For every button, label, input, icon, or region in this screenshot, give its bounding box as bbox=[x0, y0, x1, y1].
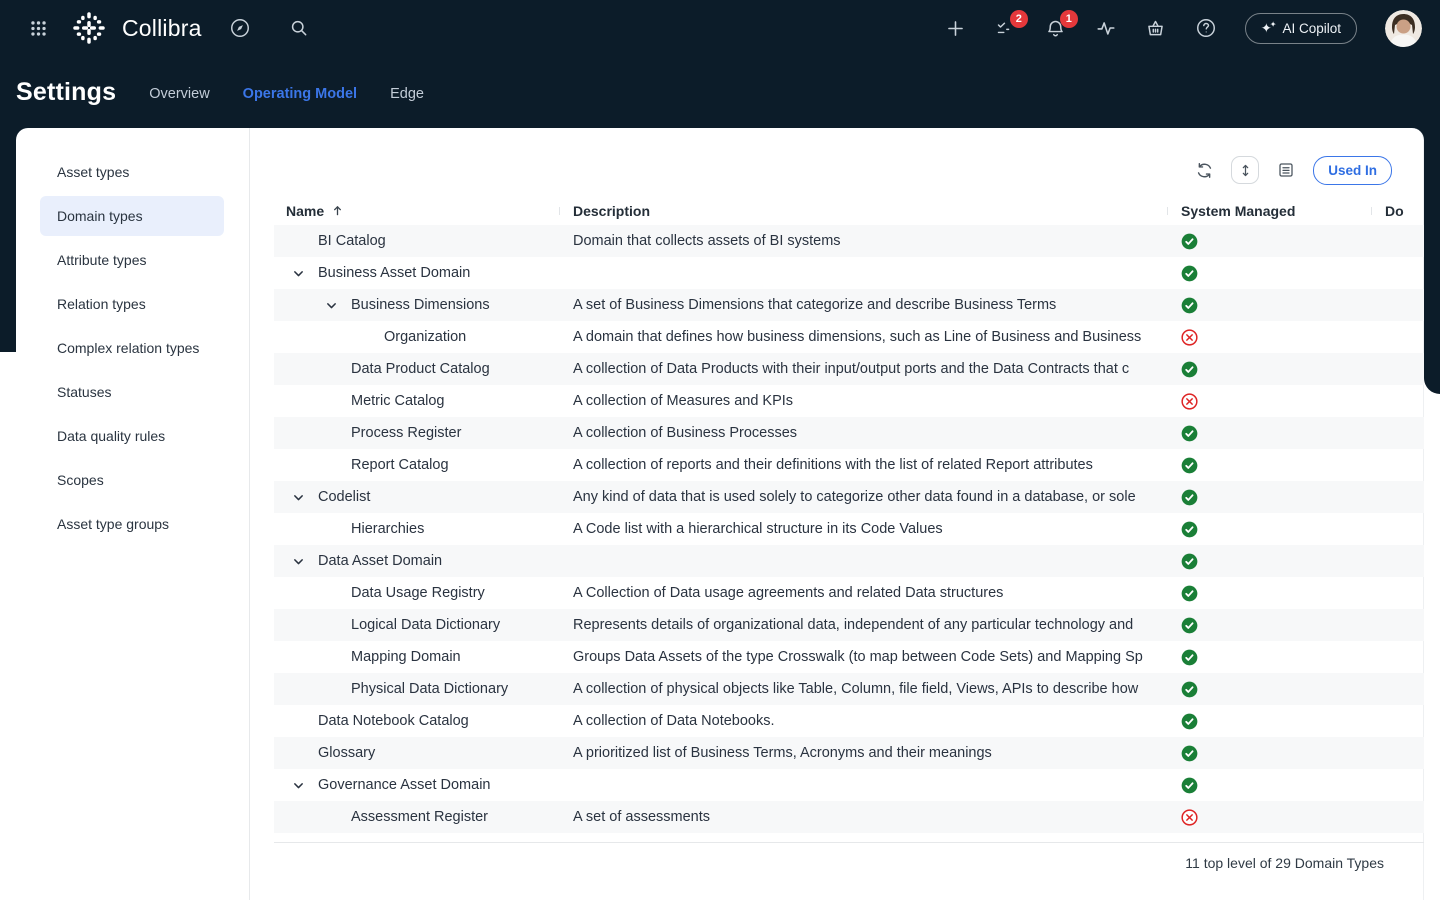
system-managed-check-icon bbox=[1167, 777, 1371, 794]
help-icon[interactable] bbox=[1195, 17, 1217, 39]
table-row[interactable] bbox=[274, 481, 1424, 513]
table-row[interactable] bbox=[274, 353, 1424, 385]
system-managed-check-icon bbox=[1167, 361, 1371, 378]
sidebar-item-scopes[interactable]: Scopes bbox=[57, 472, 104, 488]
create-plus-icon[interactable] bbox=[945, 17, 967, 39]
system-managed-check-icon bbox=[1167, 585, 1371, 602]
sparkles-icon: ✦✦ bbox=[1260, 19, 1275, 36]
brand-wordmark: Collibra bbox=[122, 14, 202, 41]
domain-type-name: Physical Data Dictionary bbox=[351, 681, 509, 697]
user-avatar[interactable] bbox=[1385, 10, 1422, 47]
table-row[interactable] bbox=[274, 705, 1424, 737]
domain-type-name: Metric Catalog bbox=[351, 393, 445, 409]
sidebar-item-attribute-types[interactable]: Attribute types bbox=[57, 252, 147, 268]
domain-type-name: Report Catalog bbox=[351, 457, 449, 473]
description-cell: A set of Business Dimensions that categorize and describe Business Terms bbox=[573, 297, 1057, 313]
name-cell bbox=[274, 801, 559, 833]
app-grid-icon[interactable] bbox=[27, 17, 49, 39]
domain-type-name: Business Dimensions bbox=[351, 297, 490, 313]
ai-copilot-button[interactable] bbox=[1245, 13, 1357, 44]
description-cell: A collection of physical objects like Table, Column, file field, Views, APIs to describe how bbox=[573, 681, 1139, 697]
table-row[interactable] bbox=[274, 321, 1424, 353]
name-cell bbox=[274, 513, 559, 545]
table-row[interactable] bbox=[274, 577, 1424, 609]
domain-type-name: Process Register bbox=[351, 425, 462, 441]
column-header-name[interactable]: Name bbox=[274, 203, 559, 219]
sort-ascending-icon bbox=[331, 204, 344, 217]
name-cell bbox=[274, 769, 559, 801]
name-cell bbox=[274, 673, 559, 705]
refresh-icon[interactable] bbox=[1193, 159, 1215, 181]
table-row[interactable] bbox=[274, 737, 1424, 769]
description-cell: A domain that defines how business dimensions, such as Line of Business and Business bbox=[573, 329, 1142, 345]
system-managed-check-icon bbox=[1167, 425, 1371, 442]
description-cell: A collection of Measures and KPIs bbox=[573, 393, 794, 409]
tasks-icon[interactable] bbox=[995, 13, 1022, 39]
chevron-down-icon[interactable] bbox=[291, 778, 305, 792]
table-row[interactable] bbox=[274, 289, 1424, 321]
name-cell bbox=[274, 481, 559, 513]
name-cell bbox=[274, 737, 559, 769]
system-managed-check-icon bbox=[1167, 617, 1371, 634]
table-row[interactable] bbox=[274, 641, 1424, 673]
domain-types-table bbox=[274, 196, 1424, 871]
table-header-row bbox=[274, 196, 1424, 225]
table-row[interactable] bbox=[274, 801, 1424, 833]
not-system-managed-icon bbox=[1167, 393, 1371, 410]
table-row[interactable] bbox=[274, 513, 1424, 545]
settings-tabs bbox=[149, 82, 424, 102]
marketplace-basket-icon[interactable] bbox=[1145, 17, 1167, 39]
view-options-list-icon[interactable] bbox=[1275, 159, 1297, 181]
sidebar-item-relation-types[interactable]: Relation types bbox=[57, 296, 146, 312]
topbar bbox=[0, 0, 1440, 56]
description-cell: A collection of Data Products with their input/output ports and the Data Contracts that c bbox=[573, 361, 1130, 377]
tab-edge[interactable]: Edge bbox=[390, 86, 424, 102]
description-cell: Domain that collects assets of BI systems bbox=[573, 233, 841, 249]
table-body bbox=[274, 225, 1424, 833]
description-cell: A prioritized list of Business Terms, Acronyms and their meanings bbox=[573, 745, 992, 761]
notifications-badge: 1 bbox=[1060, 10, 1078, 28]
name-cell bbox=[274, 641, 559, 673]
table-row[interactable] bbox=[274, 417, 1424, 449]
content-area bbox=[250, 128, 1424, 900]
domain-type-name: Codelist bbox=[318, 489, 371, 505]
system-managed-check-icon bbox=[1167, 553, 1371, 570]
name-cell bbox=[274, 705, 559, 737]
table-row[interactable] bbox=[274, 449, 1424, 481]
sidebar-item-asset-types[interactable]: Asset types bbox=[57, 164, 130, 180]
column-header-description[interactable]: Description bbox=[559, 203, 1167, 219]
system-managed-check-icon bbox=[1167, 457, 1371, 474]
system-managed-check-icon bbox=[1167, 681, 1371, 698]
description-cell: A collection of reports and their definitions with the list of related Report attributes bbox=[573, 457, 1093, 473]
expand-collapse-rows-icon[interactable] bbox=[1231, 156, 1259, 184]
domain-type-name: Data Product Catalog bbox=[351, 361, 490, 377]
domain-type-name: Glossary bbox=[318, 745, 376, 761]
system-managed-check-icon bbox=[1167, 297, 1371, 314]
domain-type-name: Data Notebook Catalog bbox=[318, 713, 469, 729]
column-header-do[interactable]: Do bbox=[1371, 203, 1424, 219]
description-cell: Groups Data Assets of the type Crosswalk (to map between Code Sets) and Mapping Sp bbox=[573, 649, 1143, 665]
collibra-logo-mark bbox=[68, 7, 110, 49]
domain-type-name: BI Catalog bbox=[318, 233, 386, 249]
description-cell: Any kind of data that is used solely to categorize other data found in a database, or sole bbox=[573, 489, 1136, 505]
sidebar-item-asset-type-groups[interactable]: Asset type groups bbox=[57, 516, 170, 532]
sidebar-item-data-quality-rules[interactable]: Data quality rules bbox=[57, 428, 166, 444]
name-cell bbox=[274, 385, 559, 417]
name-cell bbox=[274, 609, 559, 641]
system-managed-check-icon bbox=[1167, 265, 1371, 282]
table-row[interactable] bbox=[274, 225, 1424, 257]
system-managed-check-icon bbox=[1167, 713, 1371, 730]
table-row[interactable] bbox=[274, 257, 1424, 289]
sidebar-item-complex-relation-types[interactable]: Complex relation types bbox=[57, 340, 200, 356]
system-managed-check-icon bbox=[1167, 745, 1371, 762]
used-in-button[interactable]: Used In bbox=[1313, 156, 1392, 185]
domain-type-name: Hierarchies bbox=[351, 521, 425, 537]
table-row[interactable] bbox=[274, 673, 1424, 705]
sidebar-item-statuses[interactable]: Statuses bbox=[57, 384, 112, 400]
domain-type-name: Mapping Domain bbox=[351, 649, 461, 665]
chevron-down-icon[interactable] bbox=[324, 298, 338, 312]
system-managed-check-icon bbox=[1167, 233, 1371, 250]
settings-header bbox=[0, 56, 1440, 128]
domain-type-name: Data Asset Domain bbox=[318, 553, 443, 569]
search-icon[interactable] bbox=[288, 17, 310, 39]
topbar-right-group bbox=[945, 10, 1422, 47]
table-row[interactable] bbox=[274, 545, 1424, 577]
name-cell bbox=[274, 321, 559, 353]
description-cell: A set of assessments bbox=[573, 809, 711, 825]
description-cell: A collection of Business Processes bbox=[573, 425, 798, 441]
table-row[interactable] bbox=[274, 769, 1424, 801]
domain-type-name: Logical Data Dictionary bbox=[351, 617, 501, 633]
name-cell bbox=[274, 257, 559, 289]
sidebar-item-domain-types[interactable]: Domain types bbox=[40, 196, 224, 236]
chevron-down-icon[interactable] bbox=[291, 490, 305, 504]
domain-type-name: Governance Asset Domain bbox=[318, 777, 491, 793]
ai-copilot-label: AI Copilot bbox=[1282, 20, 1341, 36]
main-panel bbox=[16, 128, 1424, 900]
system-managed-check-icon bbox=[1167, 649, 1371, 666]
settings-sidebar bbox=[16, 128, 250, 900]
name-cell bbox=[274, 577, 559, 609]
activity-pulse-icon[interactable] bbox=[1095, 17, 1117, 39]
table-toolbar bbox=[250, 155, 1424, 185]
name-cell bbox=[274, 289, 559, 321]
name-cell bbox=[274, 449, 559, 481]
chevron-down-icon[interactable] bbox=[291, 266, 305, 280]
table-row[interactable] bbox=[274, 609, 1424, 641]
column-header-system-managed[interactable]: System Managed bbox=[1167, 203, 1371, 219]
system-managed-check-icon bbox=[1167, 521, 1371, 538]
name-cell bbox=[274, 353, 559, 385]
domain-type-name: Data Usage Registry bbox=[351, 585, 485, 601]
description-cell: A collection of Data Notebooks. bbox=[573, 713, 775, 729]
domain-type-name: Organization bbox=[384, 329, 467, 345]
domain-type-name: Business Asset Domain bbox=[318, 265, 471, 281]
not-system-managed-icon bbox=[1167, 329, 1371, 346]
topbar-left-group bbox=[27, 7, 310, 49]
tab-overview[interactable]: Overview bbox=[149, 86, 210, 102]
system-managed-check-icon bbox=[1167, 489, 1371, 506]
description-cell: Represents details of organizational data, independent of any particular technology and bbox=[573, 617, 1134, 633]
not-system-managed-icon bbox=[1167, 809, 1371, 826]
notifications-bell-icon[interactable] bbox=[1045, 13, 1072, 39]
tab-operating-model[interactable]: Operating Model bbox=[242, 86, 358, 102]
table-footer: 11 top level of 29 Domain Types bbox=[274, 842, 1424, 871]
page-title: Settings bbox=[16, 77, 117, 106]
name-cell bbox=[274, 417, 559, 449]
domain-type-name: Assessment Register bbox=[351, 809, 488, 825]
compass-icon[interactable] bbox=[229, 17, 251, 39]
description-cell: A Collection of Data usage agreements and related Data structures bbox=[573, 585, 1004, 601]
table-row[interactable] bbox=[274, 385, 1424, 417]
name-cell bbox=[274, 225, 559, 257]
description-cell: A Code list with a hierarchical structure in its Code Values bbox=[573, 521, 943, 537]
chevron-down-icon[interactable] bbox=[291, 554, 305, 568]
collibra-logo[interactable] bbox=[68, 7, 202, 49]
tasks-badge: 2 bbox=[1010, 10, 1028, 28]
name-cell bbox=[274, 545, 559, 577]
